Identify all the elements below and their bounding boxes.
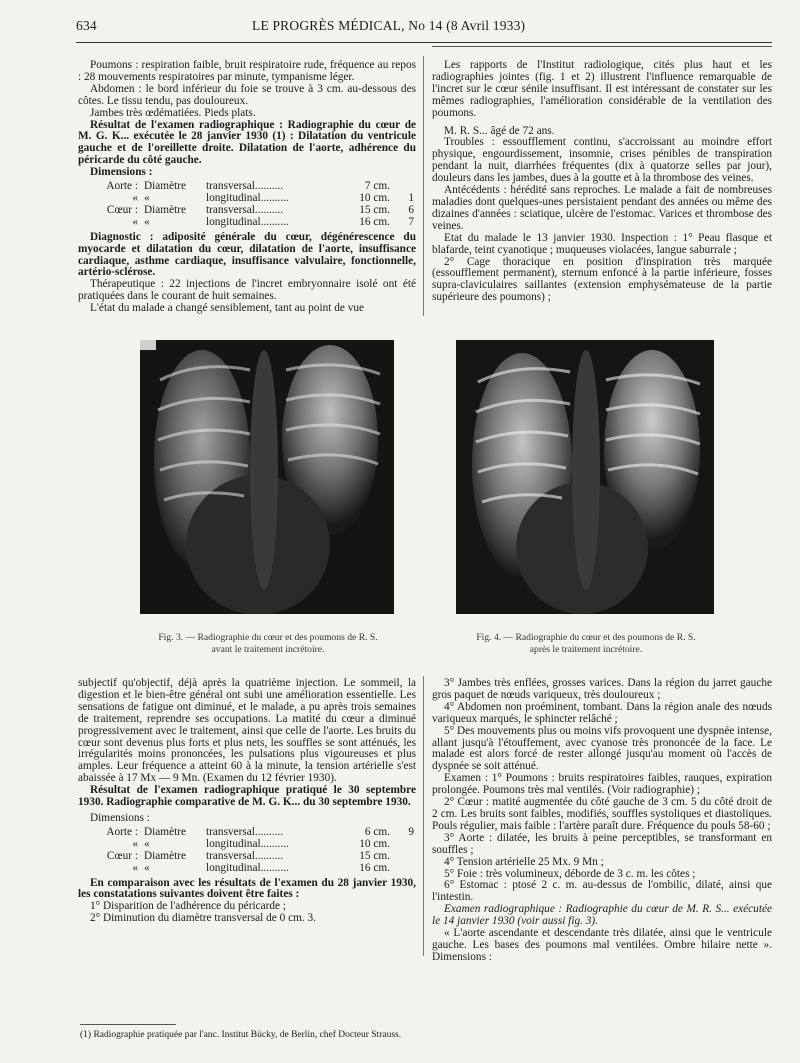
- paragraph: L'état du malade a changé sensiblement, tant au point de vue: [90, 302, 365, 315]
- paragraph: Résultat de l'examen radiographique : Radiographie du cœur de M. G. K... exécutée le 28 janvier 1930 (1) : Dilatation du ventricule gauche et de l'oreillette droite. Dilatation de l'aorte, adhérence du péricarde du côté gauche.: [78, 118, 416, 167]
- paragraph: 4° Tension artérielle 25 Mx. 9 Mn ;: [444, 855, 604, 868]
- table-row: « « longitudinal.......... 16 cm. 7: [132, 215, 414, 228]
- dimensions-label: Dimensions :: [90, 166, 153, 179]
- paragraph: Troubles : essoufflement continu, s'accroissant au moindre effort physique, engourdissement, insomnie, crises pénibles de transpiration pendant la nuit, diarrhées fréquentes (dix à quatorze selles par jour), douleurs dans les jambes, dues à la goutte et à la thrombose des veines.: [432, 136, 772, 185]
- left-column-top: [78, 60, 416, 315]
- table-row: « « longitudinal.......... 10 cm.: [132, 837, 390, 850]
- paragraph: Résultat de l'examen radiographique pratiqué le 30 septembre 1930. Radiographie comparative de M. G. K... du 30 septembre 1930.: [78, 784, 416, 809]
- dimensions-label: Dimensions :: [90, 811, 150, 824]
- paragraph: 3° Jambes très enflées, grosses varices. Dans la région du jarret gauche gros paquet de nœuds variqueux, très douloureux ;: [432, 677, 772, 701]
- figure-3-caption: Fig. 3. — Radiographie du cœur et des poumons de R. S. avant le traitement incrétoire.: [158, 632, 378, 655]
- paragraph: Jambes très œdématiées. Pieds plats.: [90, 106, 256, 119]
- figure-4-caption: Fig. 4. — Radiographie du cœur et des poumons de R. S. après le traitement incrétoire.: [476, 632, 696, 655]
- right-column-top: [432, 60, 772, 304]
- paragraph: Les rapports de l'Institut radiologique, cités plus haut et les radiographies jointes (fig. 1 et 2) illustrent l'influence remarquable de l'incret sur le cœur sénile insuffisant. Il est intéressant de constater sur les mêmes radiographies, l'amélioration considérable de la ventilation des poumons.: [432, 59, 772, 119]
- xray-figure-3: [140, 340, 394, 614]
- paragraph: 2° Cœur : matité augmentée du côté gauche de 3 cm. 5 du côté droit de 2 cm. Les bruits sont faibles, modifiés, souffles systoliques et diastoliques. Pouls régulier, mais faible : l'artère paraît dure. Fréquence du pouls 58-60 ;: [432, 796, 772, 832]
- list-item: 1° Disparition de l'adhérence du péricarde ;: [90, 900, 287, 913]
- paragraph: subjectif qu'objectif, déjà après la quatrième injection. Le sommeil, la digestion et le bien-être général ont subi une amélioration essentielle. Les sensations de fatigue ont diminué, et le malade, a pu après trois semaines de traitement, reprendre ses occupations. La matité du cœur a diminué progressivement avec le traitement, ainsi que celle de l'aorte. Les bruits du cœur sont devenus plus forts et plus nets, les souffles se sont atténués, les irrégularités moins prononcées, les pulsations plus vigoureuses et plus amples. Leur fréquence a atteint 60 à la minute, la tension artérielle s'est abaissée à 17 Mx — 9 Mn. (Examen du 12 février 1930).: [78, 677, 416, 785]
- paragraph: 6° Estomac : ptosé 2 c. m. au-dessus de l'ombilic, dilaté, ainsi que l'intestin.: [432, 879, 772, 904]
- table-row: Aorte : Diamètre transversal.......... 6 cm. 9: [106, 825, 414, 838]
- paragraph: Thérapeutique : 22 injections de l'incret embryonnaire isolé ont été pratiquées dans le courant de huit semaines.: [78, 278, 416, 303]
- header-rule-secondary: [432, 46, 772, 47]
- paragraph: Abdomen : le bord inférieur du foie se trouve à 3 cm. au-dessous des côtes. Le tissu tendu, pas douloureux.: [78, 82, 416, 107]
- footnote-rule: [80, 1024, 176, 1025]
- dimensions-table: [78, 827, 416, 875]
- table-row: Cœur : Diamètre transversal.......... 15 cm.: [106, 849, 390, 862]
- paragraph: 5° Foie : très volumineux, déborde de 3 c. m. les côtes ;: [444, 867, 696, 880]
- paragraph: 3° Aorte : dilatée, les bruits à peine perceptibles, se transformant en souffles ;: [432, 831, 772, 856]
- paragraph: Examen radiographique : Radiographie du cœur de M. R. S... exécutée le 14 janvier 1930 (voir aussi fig. 3).: [432, 903, 772, 928]
- chest-xray-image: [456, 340, 714, 614]
- paragraph: Diagnostic : adiposité générale du cœur, dégénérescence du myocarde et dilatation du cœur, dilatation de l'aorte, insuffisance cardiaque, asthme cardiaque, insuffisance valvulaire, fonctionnelle, artério-sclérose.: [78, 230, 416, 279]
- left-column-bottom: [78, 678, 416, 925]
- header-rule: [76, 42, 772, 43]
- paragraph: M. R. S... âgé de 72 ans.: [444, 124, 555, 137]
- paragraph: 2° Cage thoracique en position d'inspiration très marquée (essoufflement permanent), sternum enfoncé à la partie inférieure, fosses supra-claviculaires saillantes (extension emphysémateuse de la partie supérieure des poumons) ;: [432, 255, 772, 304]
- column-rule: [423, 56, 424, 316]
- table-row: Aorte : Diamètre transversal.......... 7 cm.: [106, 180, 390, 193]
- running-header: [76, 12, 772, 34]
- dimensions-table: [78, 181, 416, 229]
- paragraph: « L'aorte ascendante et descendante très dilatée, ainsi que le ventricule gauche. Les bases des poumons mal ventilées. Ombre hilaire nette ». Dimensions :: [432, 927, 772, 963]
- chest-xray-image: [140, 340, 394, 614]
- page-number: 634: [76, 18, 97, 33]
- paragraph: Poumons : respiration faible, bruit respiratoire rude, fréquence au repos : 28 mouvements respiratoires par minute, tympanisme léger.: [78, 59, 416, 83]
- paragraph: 5° Des mouvements plus ou moins vifs provoquent une dyspnée intense, allant jusqu'à l'étouffement, avec cyanose très prononcée de la face. Le malade est alors forcé de rester allongé jusqu'au moment où l'accès de dyspnée se soit atténué.: [432, 724, 773, 773]
- paragraph: Antécédents : hérédité sans reproches. Le malade a fait de nombreuses maladies dont quelques-unes persistaient pendant des années ou même des dizaines d'années : sciatique, ulcère de l'estomac. Varices et thrombose des veines.: [432, 184, 772, 232]
- paragraph: Examen : 1° Poumons : bruits respiratoires faibles, rauques, expiration prolongée. Poumons très mal ventilés. (Voir radiographie) ;: [432, 772, 772, 797]
- paragraph: En comparaison avec les résultats de l'examen du 28 janvier 1930, les constatations suivantes doivent être faites :: [78, 876, 416, 901]
- table-row: « « longitudinal.......... 16 cm.: [132, 861, 390, 874]
- list-item: 2° Diminution du diamètre transversal de 0 cm. 3.: [90, 912, 317, 925]
- footnote: (1) Radiographie pratiquée par l'anc. Institut Bücky, de Berlin, chef Docteur Strauss.: [80, 1030, 402, 1040]
- paragraph: Etat du malade le 13 janvier 1930. Inspection : 1° Peau flasque et blafarde, teint cyanotique ; muqueuses violacées, langue saburrale ;: [432, 231, 772, 256]
- table-row: Cœur : Diamètre transversal.......... 15 cm. 6: [106, 203, 414, 216]
- column-rule: [423, 676, 424, 956]
- xray-figure-4: [456, 340, 714, 614]
- right-column-bottom: [432, 678, 772, 964]
- journal-title: LE PROGRÈS MÉDICAL, No 14 (8 Avril 1933): [252, 18, 526, 33]
- table-row: « « longitudinal.......... 10 cm. 1: [132, 191, 414, 204]
- paragraph: 4° Abdomen non proéminent, tombant. Dans la région anale des nœuds variqueux marqués, le sphincter relâché ;: [432, 700, 772, 725]
